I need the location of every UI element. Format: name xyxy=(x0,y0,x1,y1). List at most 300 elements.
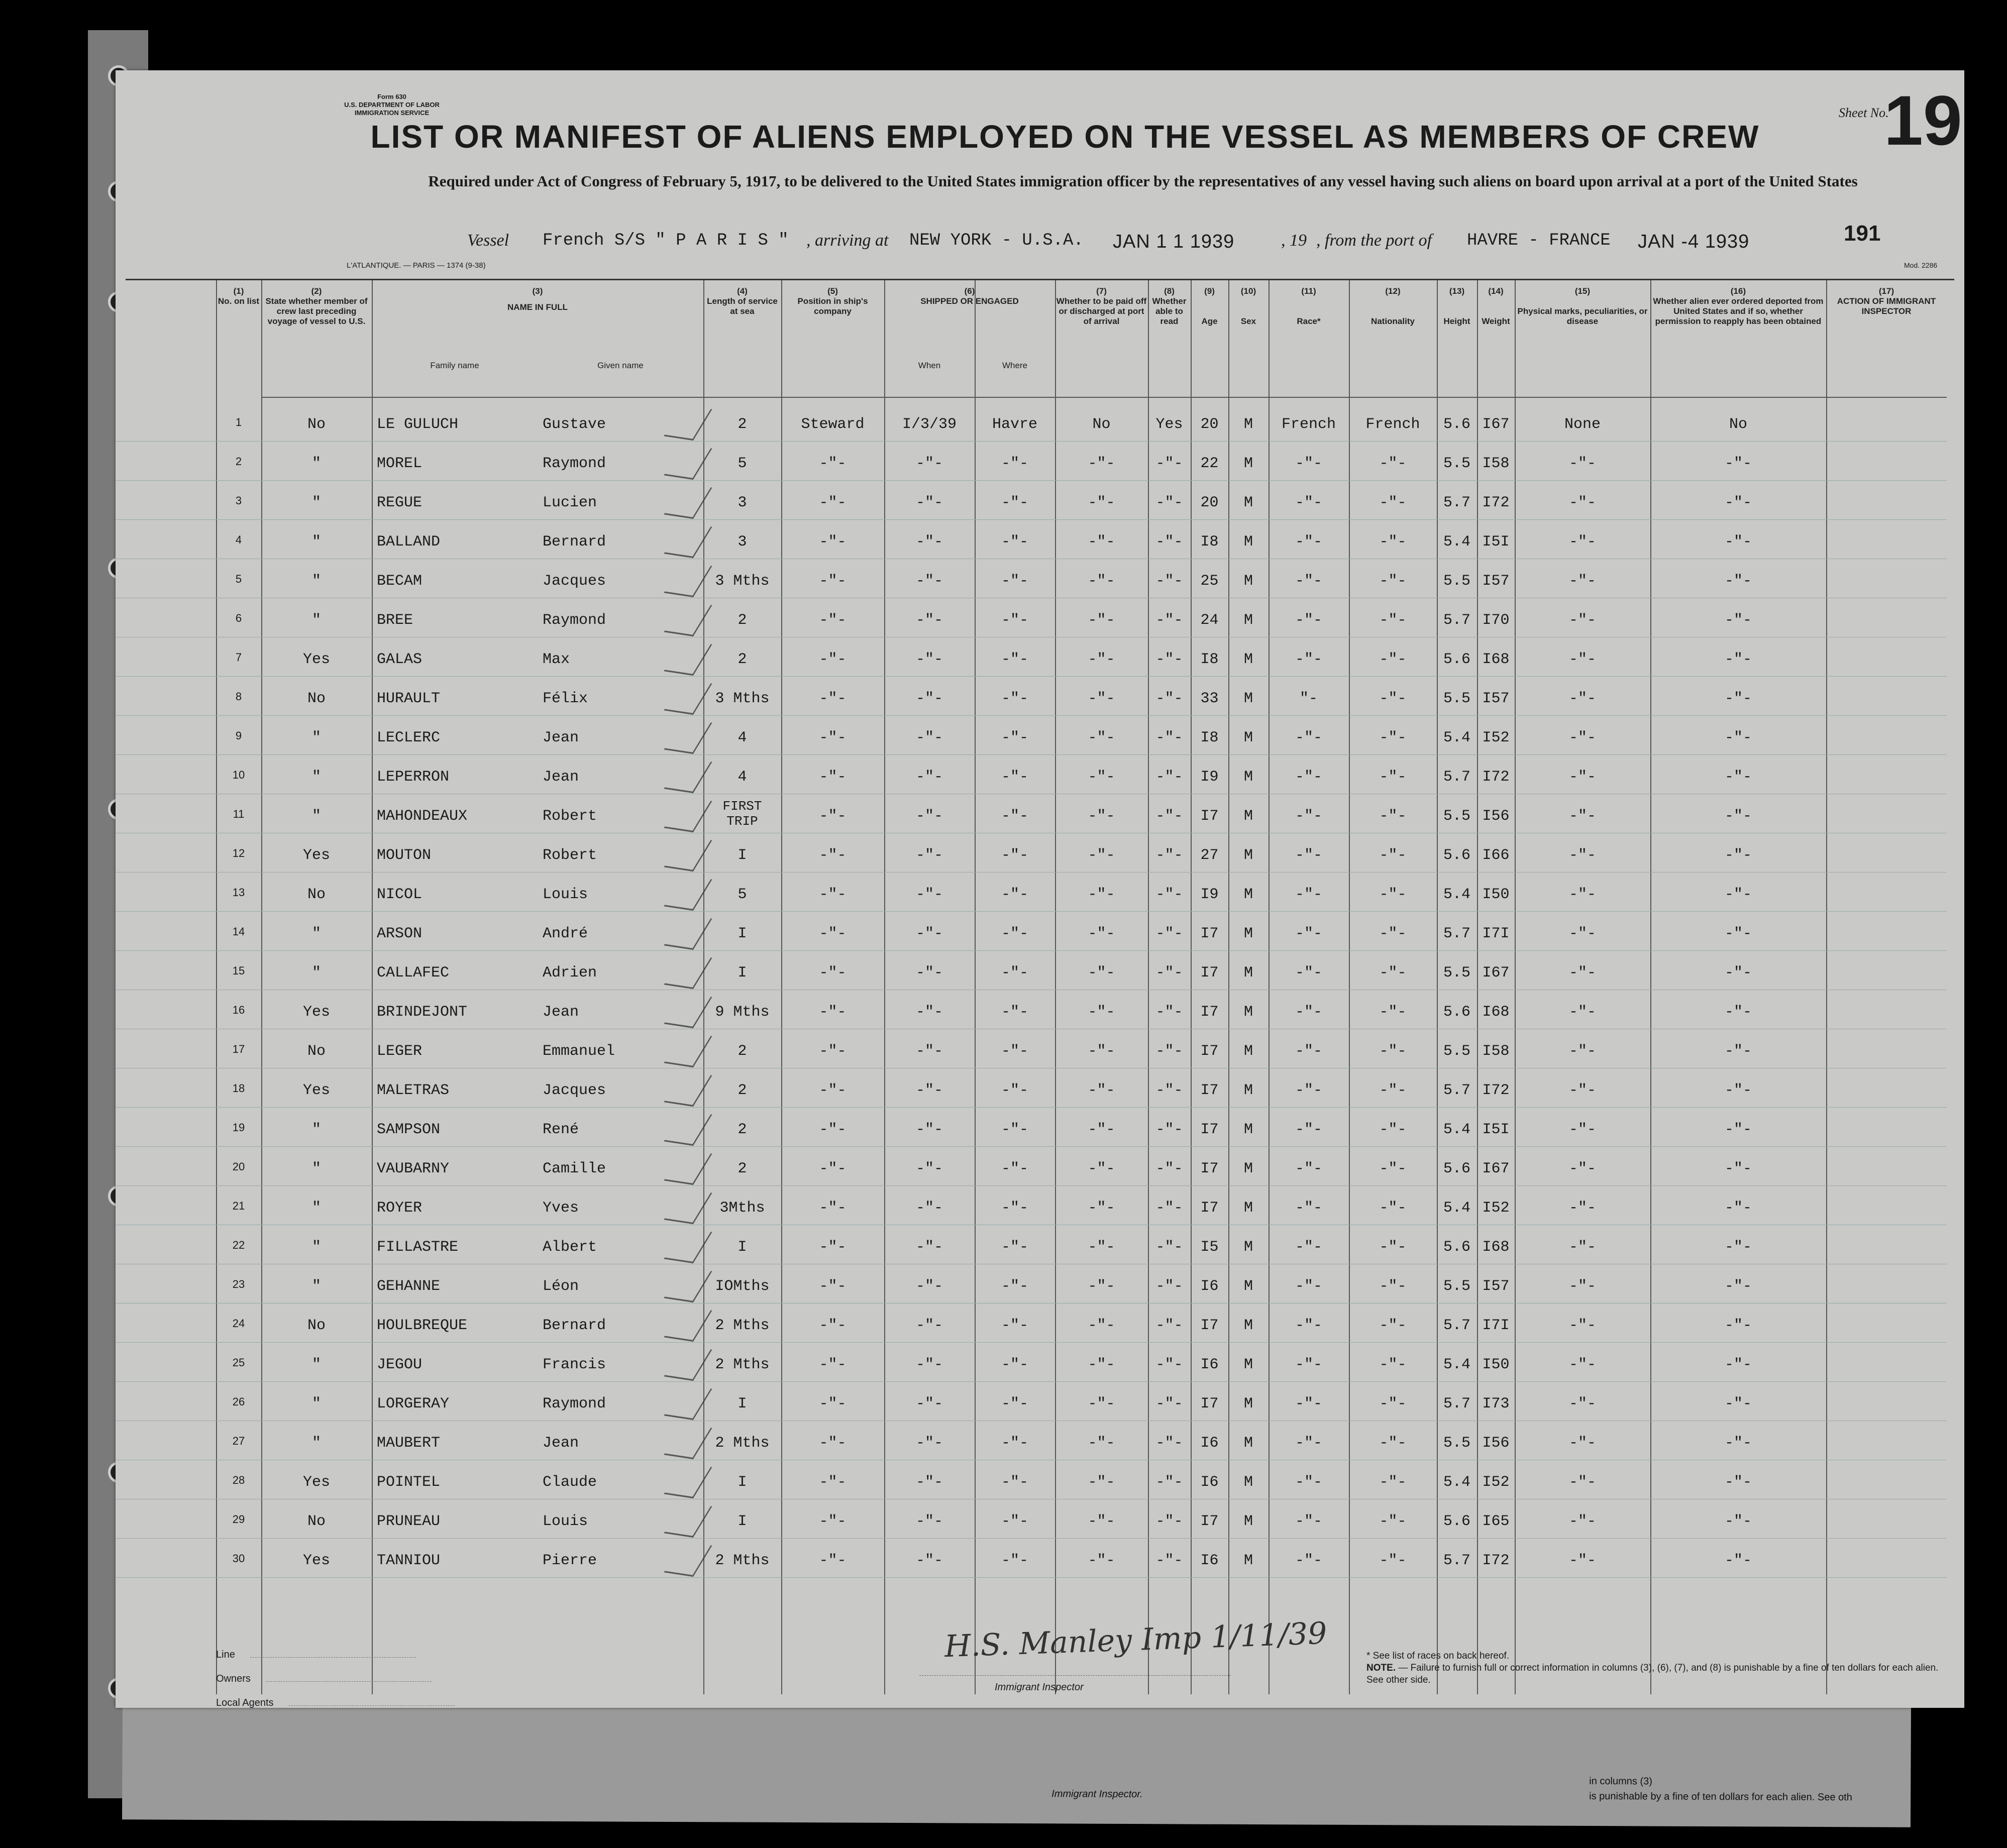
cell-when: -"- xyxy=(915,925,943,942)
cell-height: 5.5 xyxy=(1443,455,1470,472)
cell-position: -"- xyxy=(819,1474,847,1491)
cell-deported: -"- xyxy=(1724,925,1752,942)
cell-sex: M xyxy=(1243,651,1253,668)
cell-race: -"- xyxy=(1295,1239,1322,1256)
form-header xyxy=(337,93,447,117)
cell-where: -"- xyxy=(1001,1435,1028,1452)
cell-no: 14 xyxy=(232,925,245,938)
cell-given: Robert xyxy=(543,847,597,864)
cell-position: -"- xyxy=(819,1356,847,1373)
cell-age: I7 xyxy=(1200,1004,1219,1021)
cell-age: I7 xyxy=(1200,1160,1219,1177)
cell-where: -"- xyxy=(1001,886,1028,903)
table-row xyxy=(116,754,1947,794)
cell-when: -"- xyxy=(915,612,943,629)
cell-when: -"- xyxy=(915,1043,943,1060)
cell-prev: Yes xyxy=(302,1552,330,1569)
cell-paid: -"- xyxy=(1088,455,1115,472)
cell-race: -"- xyxy=(1295,573,1322,590)
table-row xyxy=(116,872,1947,912)
cell-service: 2 Mths xyxy=(715,1317,770,1334)
cell-marks: -"- xyxy=(1568,1552,1596,1569)
cell-service: I xyxy=(737,925,747,942)
cell-marks: -"- xyxy=(1568,1278,1596,1295)
cell-given: Pierre xyxy=(543,1552,597,1569)
cell-no: 5 xyxy=(235,573,242,585)
cell-where: -"- xyxy=(1001,1278,1028,1295)
cell-deported: -"- xyxy=(1724,1395,1752,1412)
cell-marks: -"- xyxy=(1568,1317,1596,1334)
cell-age: I8 xyxy=(1200,533,1219,551)
cell-paid: -"- xyxy=(1088,1474,1115,1491)
cell-given: Francis xyxy=(543,1356,606,1373)
cell-race: -"- xyxy=(1295,847,1322,864)
cell-marks: -"- xyxy=(1568,729,1596,746)
cell-paid: -"- xyxy=(1088,1239,1115,1256)
cell-prev: " xyxy=(311,455,321,472)
cell-sex: M xyxy=(1243,416,1253,433)
cell-family: LEGER xyxy=(377,1043,422,1060)
cell-age: I7 xyxy=(1200,1082,1219,1099)
table-row xyxy=(116,637,1947,677)
cell-nationality: -"- xyxy=(1379,573,1407,590)
cell-height: 5.5 xyxy=(1443,573,1470,590)
cell-when: -"- xyxy=(915,573,943,590)
note-label: NOTE. xyxy=(1366,1663,1396,1673)
cell-given: Raymond xyxy=(543,612,606,629)
cell-read: -"- xyxy=(1155,1004,1183,1021)
table-row xyxy=(116,1029,1947,1068)
departure-date-stamp: JAN -4 1939 xyxy=(1638,231,1750,252)
year-suffix: , 19 xyxy=(1281,231,1307,250)
cell-nationality: -"- xyxy=(1379,847,1407,864)
cell-given: Albert xyxy=(543,1239,597,1256)
cell-sex: M xyxy=(1243,573,1253,590)
cell-marks: -"- xyxy=(1568,494,1596,511)
cell-sex: M xyxy=(1243,494,1253,511)
cell-weight: I52 xyxy=(1482,729,1510,746)
cell-paid: -"- xyxy=(1088,1317,1115,1334)
cell-age: I5 xyxy=(1200,1239,1219,1256)
cell-position: -"- xyxy=(819,1239,847,1256)
cell-when: -"- xyxy=(915,1121,943,1138)
cell-nationality: -"- xyxy=(1379,964,1407,982)
cell-no: 4 xyxy=(235,533,242,546)
cell-when: -"- xyxy=(915,1239,943,1256)
cell-where: -"- xyxy=(1001,1474,1028,1491)
cell-prev: " xyxy=(311,808,321,825)
cell-family: ROYER xyxy=(377,1200,422,1217)
table-row xyxy=(116,519,1947,559)
cell-height: 5.6 xyxy=(1443,1160,1470,1177)
cell-race: -"- xyxy=(1295,1435,1322,1452)
cell-weight: I68 xyxy=(1482,651,1510,668)
cell-prev: Yes xyxy=(302,651,330,668)
cell-weight: I67 xyxy=(1482,416,1510,433)
inspector-signature: H.S. Manley Imp 1/11/39 xyxy=(944,1615,1328,1665)
underlying-inspector-label: Immigrant Inspector. xyxy=(1051,1788,1143,1800)
cell-sex: M xyxy=(1243,1474,1253,1491)
cell-service: I xyxy=(737,847,747,864)
col-13-header: (13) Height xyxy=(1443,286,1470,326)
cell-height: 5.7 xyxy=(1443,1395,1470,1412)
cell-marks: -"- xyxy=(1568,886,1596,903)
cell-family: MALETRAS xyxy=(377,1082,450,1099)
cell-paid: -"- xyxy=(1088,1200,1115,1217)
cell-position: -"- xyxy=(819,533,847,551)
cell-nationality: -"- xyxy=(1379,612,1407,629)
cell-given: Raymond xyxy=(543,455,606,472)
cell-height: 5.5 xyxy=(1443,1043,1470,1060)
cell-when: -"- xyxy=(915,494,943,511)
cell-position: -"- xyxy=(819,1121,847,1138)
cell-no: 16 xyxy=(232,1004,245,1016)
cell-sex: M xyxy=(1243,1121,1253,1138)
cell-prev: No xyxy=(307,1317,326,1334)
cell-race: -"- xyxy=(1295,1200,1322,1217)
cell-prev: " xyxy=(311,769,321,786)
cell-no: 11 xyxy=(233,808,245,820)
cell-weight: I58 xyxy=(1482,1043,1510,1060)
arriving-label: , arriving at xyxy=(806,231,889,250)
cell-weight: I52 xyxy=(1482,1474,1510,1491)
cell-nationality: -"- xyxy=(1379,1239,1407,1256)
cell-race: -"- xyxy=(1295,886,1322,903)
cell-position: -"- xyxy=(819,1160,847,1177)
cell-deported: -"- xyxy=(1724,455,1752,472)
cell-prev: " xyxy=(311,1435,321,1452)
cell-race: -"- xyxy=(1295,1121,1322,1138)
cell-read: -"- xyxy=(1155,886,1183,903)
vessel-label: Vessel xyxy=(467,231,509,250)
cell-family: BREE xyxy=(377,612,413,629)
family-name-header: Family name xyxy=(430,361,479,370)
cell-age: 20 xyxy=(1200,494,1219,511)
cell-age: I7 xyxy=(1200,1121,1219,1138)
footer-fields xyxy=(216,1643,455,1715)
cell-paid: -"- xyxy=(1088,690,1115,707)
cell-nationality: French xyxy=(1365,416,1420,433)
cell-weight: I68 xyxy=(1482,1239,1510,1256)
cell-position: -"- xyxy=(819,690,847,707)
cell-no: 3 xyxy=(235,494,242,507)
cell-paid: No xyxy=(1092,416,1111,433)
cell-where: -"- xyxy=(1001,494,1028,511)
cell-no: 7 xyxy=(235,651,242,664)
cell-service: 5 xyxy=(737,886,747,903)
cell-where: -"- xyxy=(1001,1317,1028,1334)
cell-sex: M xyxy=(1243,1513,1253,1530)
cell-age: I7 xyxy=(1200,1200,1219,1217)
table-row xyxy=(116,1499,1947,1539)
cell-no: 17 xyxy=(232,1043,245,1055)
cell-age: I7 xyxy=(1200,1043,1219,1060)
col-15-header: (15) Physical marks, peculiarities, or disease xyxy=(1517,286,1648,326)
where-header: Where xyxy=(1002,361,1028,370)
cell-no: 1 xyxy=(235,416,242,428)
cell-nationality: -"- xyxy=(1379,533,1407,551)
cell-paid: -"- xyxy=(1088,533,1115,551)
cell-family: SAMPSON xyxy=(377,1121,441,1138)
cell-race: -"- xyxy=(1295,925,1322,942)
cell-given: Max xyxy=(543,651,570,668)
cell-service: IOMths xyxy=(715,1278,770,1295)
cell-race: "- xyxy=(1299,690,1318,707)
cell-sex: M xyxy=(1243,1395,1253,1412)
cell-when: -"- xyxy=(915,455,943,472)
table-row xyxy=(116,1107,1947,1147)
cell-deported: No xyxy=(1729,416,1747,433)
cell-read: -"- xyxy=(1155,808,1183,825)
cell-no: 2 xyxy=(235,455,242,468)
cell-age: I8 xyxy=(1200,729,1219,746)
cell-prev: Yes xyxy=(302,1474,330,1491)
cell-height: 5.6 xyxy=(1443,1004,1470,1021)
cell-when: -"- xyxy=(915,769,943,786)
cell-deported: -"- xyxy=(1724,1004,1752,1021)
inspector-label: Immigrant Inspector xyxy=(995,1682,1084,1693)
cell-weight: I57 xyxy=(1482,1278,1510,1295)
cell-family: CALLAFEC xyxy=(377,964,450,982)
cell-marks: -"- xyxy=(1568,1395,1596,1412)
cell-paid: -"- xyxy=(1088,1043,1115,1060)
cell-no: 15 xyxy=(232,964,245,977)
cell-when: -"- xyxy=(915,886,943,903)
cell-deported: -"- xyxy=(1724,964,1752,982)
cell-age: I6 xyxy=(1200,1474,1219,1491)
cell-nationality: -"- xyxy=(1379,651,1407,668)
cell-weight: I68 xyxy=(1482,1004,1510,1021)
cell-nationality: -"- xyxy=(1379,1513,1407,1530)
cell-marks: -"- xyxy=(1568,690,1596,707)
cell-read: -"- xyxy=(1155,847,1183,864)
table-row xyxy=(116,1381,1947,1421)
cell-marks: -"- xyxy=(1568,1043,1596,1060)
cell-nationality: -"- xyxy=(1379,1004,1407,1021)
cell-deported: -"- xyxy=(1724,1435,1752,1452)
cell-prev: No xyxy=(307,690,326,707)
cell-sex: M xyxy=(1243,1435,1253,1452)
cell-prev: " xyxy=(311,964,321,982)
cell-no: 23 xyxy=(232,1278,245,1290)
cell-family: LORGERAY xyxy=(377,1395,450,1412)
cell-nationality: -"- xyxy=(1379,1474,1407,1491)
cell-service: 2 xyxy=(737,1082,747,1099)
cell-service: 2 xyxy=(737,416,747,433)
cell-paid: -"- xyxy=(1088,1435,1115,1452)
cell-family: LEPERRON xyxy=(377,769,450,786)
cell-height: 5.5 xyxy=(1443,808,1470,825)
cell-marks: -"- xyxy=(1568,808,1596,825)
cell-position: -"- xyxy=(819,612,847,629)
cell-service: I xyxy=(737,1513,747,1530)
cell-race: -"- xyxy=(1295,1552,1322,1569)
cell-read: -"- xyxy=(1155,1552,1183,1569)
cell-weight: I5I xyxy=(1482,1121,1510,1138)
cell-service: 2 Mths xyxy=(715,1356,770,1373)
cell-where: -"- xyxy=(1001,729,1028,746)
cell-height: 5.7 xyxy=(1443,1552,1470,1569)
cell-family: TANNIOU xyxy=(377,1552,441,1569)
cell-service: I xyxy=(737,1239,747,1256)
cell-age: I7 xyxy=(1200,1395,1219,1412)
cell-deported: -"- xyxy=(1724,808,1752,825)
cell-age: I7 xyxy=(1200,1317,1219,1334)
cell-paid: -"- xyxy=(1088,612,1115,629)
cell-prev: " xyxy=(311,729,321,746)
cell-deported: -"- xyxy=(1724,690,1752,707)
cell-when: -"- xyxy=(915,1317,943,1334)
cell-height: 5.7 xyxy=(1443,612,1470,629)
cell-weight: I7I xyxy=(1482,1317,1510,1334)
cell-paid: -"- xyxy=(1088,964,1115,982)
cell-nationality: -"- xyxy=(1379,1395,1407,1412)
cell-service: I xyxy=(737,1474,747,1491)
manifest-sheet xyxy=(116,70,1964,1708)
cell-age: I7 xyxy=(1200,964,1219,982)
cell-given: Léon xyxy=(543,1278,579,1295)
cell-deported: -"- xyxy=(1724,494,1752,511)
cell-given: Jacques xyxy=(543,1082,606,1099)
cell-marks: -"- xyxy=(1568,1121,1596,1138)
cell-marks: -"- xyxy=(1568,573,1596,590)
cell-position: -"- xyxy=(819,964,847,982)
table-row xyxy=(116,559,1947,598)
owners-field xyxy=(216,1667,455,1691)
cell-deported: -"- xyxy=(1724,1043,1752,1060)
cell-service: 2 xyxy=(737,1043,747,1060)
cell-prev: No xyxy=(307,1513,326,1530)
cell-where: -"- xyxy=(1001,847,1028,864)
cell-no: 28 xyxy=(232,1474,245,1486)
agents-label: Local Agents xyxy=(216,1697,274,1708)
col-6-header: (6) SHIPPED OR ENGAGED xyxy=(920,286,1019,306)
cell-no: 8 xyxy=(235,690,242,703)
cell-sex: M xyxy=(1243,690,1253,707)
cell-age: 27 xyxy=(1200,847,1219,864)
cell-deported: -"- xyxy=(1724,651,1752,668)
table-row xyxy=(116,1264,1947,1303)
table-row xyxy=(116,1146,1947,1186)
cell-family: BALLAND xyxy=(377,533,441,551)
cell-no: 29 xyxy=(232,1513,245,1526)
cell-service: 3 xyxy=(737,533,747,551)
cell-marks: -"- xyxy=(1568,1160,1596,1177)
col-11-header: (11) Race* xyxy=(1297,286,1321,326)
underlying-fine-text: is punishable by a fine of ten dollars for each alien. See oth xyxy=(1589,1790,1852,1803)
cell-height: 5.7 xyxy=(1443,494,1470,511)
cell-where: -"- xyxy=(1001,690,1028,707)
cell-paid: -"- xyxy=(1088,1160,1115,1177)
cell-given: René xyxy=(543,1121,579,1138)
cell-prev: " xyxy=(311,1121,321,1138)
cell-height: 5.4 xyxy=(1443,886,1470,903)
cell-prev: " xyxy=(311,1200,321,1217)
cell-prev: " xyxy=(311,1278,321,1295)
col-14-header: (14) Weight xyxy=(1482,286,1510,326)
cell-given: Jean xyxy=(543,769,579,786)
line-label: Line xyxy=(216,1649,235,1660)
from-port-label: , from the port of xyxy=(1316,231,1432,250)
col-5-header: (5) Position in ship's company xyxy=(797,286,868,316)
cell-service: 2 Mths xyxy=(715,1552,770,1569)
cell-family: ARSON xyxy=(377,925,422,942)
col-7-header: (7) Whether to be paid off or discharged at port of arrival xyxy=(1056,286,1147,326)
cell-prev: Yes xyxy=(302,1004,330,1021)
col-16-header: (16) Whether alien ever ordered deported from United States and if so, whether permission to reapply has been obtained xyxy=(1653,286,1824,326)
cell-given: Louis xyxy=(543,1513,588,1530)
cell-given: Emmanuel xyxy=(543,1043,615,1060)
cell-weight: I58 xyxy=(1482,455,1510,472)
cell-race: -"- xyxy=(1295,1513,1322,1530)
sheet-label: Sheet No. xyxy=(1839,105,1889,120)
cell-height: 5.6 xyxy=(1443,847,1470,864)
page-subtitle: Required under Act of Congress of February 5, 1917, to be delivered to the United States immigration officer by the representatives of any vessel having such aliens on board upon arrival at a port of the United States xyxy=(428,172,1858,190)
cell-where: -"- xyxy=(1001,1160,1028,1177)
cell-weight: I50 xyxy=(1482,886,1510,903)
cell-read: -"- xyxy=(1155,573,1183,590)
service-name: IMMIGRATION SERVICE xyxy=(354,109,430,117)
cell-no: 20 xyxy=(232,1160,245,1173)
table-row xyxy=(116,950,1947,990)
cell-read: -"- xyxy=(1155,1395,1183,1412)
header-bottom-rule xyxy=(261,397,1947,398)
cell-given: Lucien xyxy=(543,494,597,511)
table-row xyxy=(116,1538,1947,1578)
cell-position: -"- xyxy=(819,1004,847,1021)
cell-race: -"- xyxy=(1295,533,1322,551)
cell-given: Bernard xyxy=(543,533,606,551)
cell-age: 24 xyxy=(1200,612,1219,629)
cell-when: -"- xyxy=(915,690,943,707)
cell-prev: No xyxy=(307,886,326,903)
table-row xyxy=(116,715,1947,755)
cell-prev: " xyxy=(311,1356,321,1373)
cell-deported: -"- xyxy=(1724,886,1752,903)
cell-prev: " xyxy=(311,1239,321,1256)
cell-height: 5.7 xyxy=(1443,1317,1470,1334)
table-row xyxy=(116,911,1947,951)
cell-sex: M xyxy=(1243,1200,1253,1217)
cell-height: 5.7 xyxy=(1443,1082,1470,1099)
cell-where: -"- xyxy=(1001,1356,1028,1373)
cell-read: -"- xyxy=(1155,1278,1183,1295)
cell-no: 10 xyxy=(232,769,245,781)
cell-sex: M xyxy=(1243,1082,1253,1099)
cell-age: I8 xyxy=(1200,651,1219,668)
cell-prev: Yes xyxy=(302,1082,330,1099)
cell-nationality: -"- xyxy=(1379,1082,1407,1099)
cell-when: -"- xyxy=(915,1082,943,1099)
cell-deported: -"- xyxy=(1724,769,1752,786)
cell-race: -"- xyxy=(1295,651,1322,668)
cell-service: 2 xyxy=(737,1160,747,1177)
cell-read: -"- xyxy=(1155,1474,1183,1491)
cell-marks: None xyxy=(1564,416,1601,433)
cell-weight: I72 xyxy=(1482,494,1510,511)
cell-position: -"- xyxy=(819,573,847,590)
cell-age: 33 xyxy=(1200,690,1219,707)
cell-paid: -"- xyxy=(1088,769,1115,786)
cell-nationality: -"- xyxy=(1379,769,1407,786)
cell-family: MOREL xyxy=(377,455,422,472)
cell-height: 5.4 xyxy=(1443,1200,1470,1217)
cell-paid: -"- xyxy=(1088,494,1115,511)
cell-position: -"- xyxy=(819,455,847,472)
cell-read: -"- xyxy=(1155,925,1183,942)
cell-service: 3 Mths xyxy=(715,573,770,590)
cell-read: -"- xyxy=(1155,1121,1183,1138)
